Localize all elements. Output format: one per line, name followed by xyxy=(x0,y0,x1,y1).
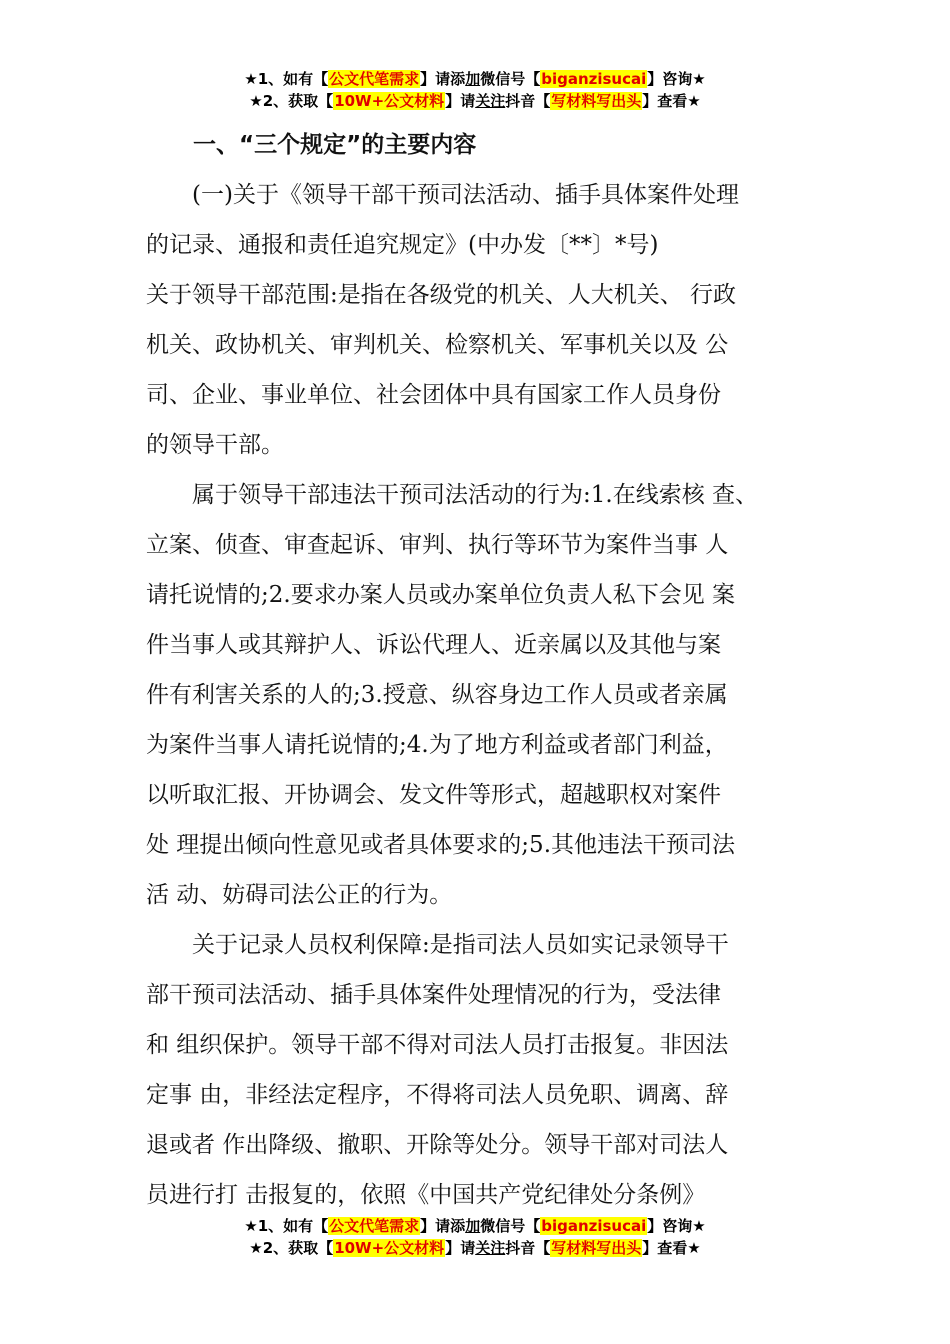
banner-text: 】请添 xyxy=(420,1217,466,1235)
document-body xyxy=(146,170,806,1220)
text-line: 关于领导干部范围:是指在各级党的机关、人大机关、 行政 xyxy=(146,282,737,308)
banner-text: ★2、获取【 xyxy=(249,1239,334,1257)
banner-text: 】请 xyxy=(445,1239,476,1257)
text-line: 立案、侦查、审查起诉、审判、执行等环节为案件当事 人 xyxy=(146,532,729,558)
banner-line-2 xyxy=(0,90,950,112)
section-heading: 一、“三个规定”的主要内容 xyxy=(193,132,477,158)
text-line: 的记录、通报和责任追究规定》(中办发〔**〕*号) xyxy=(146,232,659,258)
banner-line-2 xyxy=(0,1237,950,1259)
text-line: 员进行打 击报复的，依照《中国共产党纪律处分条例》 xyxy=(146,1182,706,1208)
text-line: 处 理提出倾向性意见或者具体要求的;5.其他违法干预司法 xyxy=(146,832,736,858)
text-line: 件有利害关系的人的;3.授意、纵容身边工作人员或者亲属 xyxy=(146,682,728,708)
banner-text: ★2、获取【 xyxy=(249,92,334,110)
banner-underlined: 关注 xyxy=(475,92,506,110)
bottom-banner xyxy=(0,1215,950,1259)
banner-text: 】咨询★ xyxy=(647,1217,706,1235)
text-line: 活 动、妨碍司法公正的行为。 xyxy=(146,882,453,908)
banner-highlight: 写材料写出头 xyxy=(551,1239,642,1257)
banner-line-1 xyxy=(0,1215,950,1237)
text-line: 关于记录人员权利保障:是指司法人员如实记录领导干 xyxy=(192,932,729,958)
text-line: 退或者 作出降级、撤职、开除等处分。领导干部对司法人 xyxy=(146,1132,729,1158)
banner-underlined: 加 xyxy=(465,70,481,88)
banner-text: ★1、如有【 xyxy=(244,70,329,88)
text-line: 部干预司法活动、插手具体案件处理情况的行为，受法律 xyxy=(146,982,721,1008)
banner-text: 】咨询★ xyxy=(647,70,706,88)
text-line: 机关、政协机关、审判机关、检察机关、军事机关以及 公 xyxy=(146,332,729,358)
banner-text: 】查看★ xyxy=(642,92,701,110)
text-line: 司、企业、事业单位、社会团体中具有国家工作人员身份 xyxy=(146,382,721,408)
text-line: 件当事人或其辩护人、诉讼代理人、近亲属以及其他与案 xyxy=(146,632,721,658)
text-line: (一)关于《领导干部干预司法活动、插手具体案件处理 xyxy=(192,182,739,208)
banner-text: ★1、如有【 xyxy=(244,1217,329,1235)
banner-text: 微信号【 xyxy=(480,1217,541,1235)
banner-text: 】请添 xyxy=(420,70,466,88)
banner-text: 】查看★ xyxy=(642,1239,701,1257)
banner-underlined: 加 xyxy=(465,1217,481,1235)
banner-highlight: 10W+公文材料 xyxy=(334,1239,445,1257)
banner-highlight: 10W+公文材料 xyxy=(334,92,445,110)
banner-highlight: biganzisucai xyxy=(541,70,647,88)
text-line: 和 组织保护。领导干部不得对司法人员打击报复。非因法 xyxy=(146,1032,729,1058)
text-line: 以听取汇报、开协调会、发文件等形式，超越职权对案件 xyxy=(146,782,721,808)
text-line: 的领导干部。 xyxy=(146,432,284,458)
banner-line-1 xyxy=(0,68,950,90)
banner-text: 抖音【 xyxy=(505,1239,551,1257)
banner-highlight: 公文代笔需求 xyxy=(329,1217,420,1235)
banner-highlight: biganzisucai xyxy=(541,1217,647,1235)
text-line: 请托说情的;2.要求办案人员或办案单位负责人私下会见 案 xyxy=(146,582,736,608)
banner-highlight: 写材料写出头 xyxy=(551,92,642,110)
banner-highlight: 公文代笔需求 xyxy=(329,70,420,88)
top-banner xyxy=(0,68,950,112)
text-line: 为案件当事人请托说情的;4.为了地方利益或者部门利益， xyxy=(146,732,728,758)
banner-text: 抖音【 xyxy=(505,92,551,110)
banner-text: 微信号【 xyxy=(480,70,541,88)
text-line: 属于领导干部违法干预司法活动的行为:1.在线索核 查、 xyxy=(192,482,759,508)
text-line: 定事 由，非经法定程序，不得将司法人员免职、调离、辞 xyxy=(146,1082,729,1108)
banner-text: 】请 xyxy=(445,92,476,110)
banner-underlined: 关注 xyxy=(475,1239,506,1257)
